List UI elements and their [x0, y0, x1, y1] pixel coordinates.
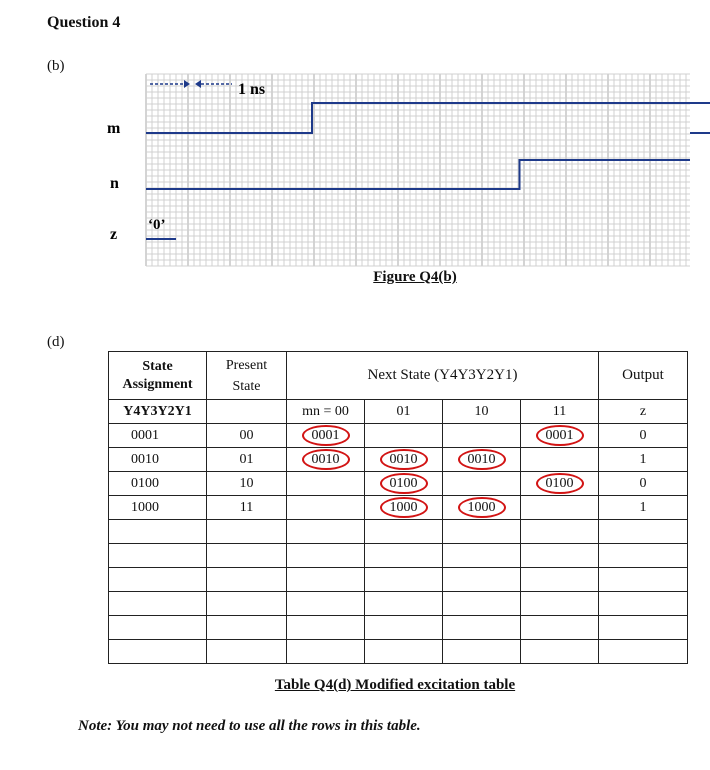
cell-present: 01 — [207, 448, 287, 472]
col-mn-00: mn = 00 — [287, 400, 365, 424]
table-row — [109, 472, 688, 496]
signal-label-m: m — [107, 120, 121, 137]
circled-entry: 0001 — [302, 425, 350, 446]
circled-entry: 0100 — [380, 473, 428, 494]
cell-assignment: 1000 — [109, 496, 207, 520]
empty-row — [109, 640, 688, 664]
signal-label-n: n — [110, 175, 119, 192]
table-note: Note: You may not need to use all the rows in this table. — [78, 718, 421, 734]
cell-output: 1 — [599, 496, 688, 520]
table-row — [109, 448, 688, 472]
cell-next-01 — [365, 424, 443, 448]
table-row — [109, 496, 688, 520]
cell-assignment: 0100 — [109, 472, 207, 496]
empty-row — [109, 544, 688, 568]
scale-arrowhead-right — [195, 80, 201, 88]
header-state-assignment: State Assignment — [109, 352, 207, 400]
circled-entry: 0010 — [380, 449, 428, 470]
cell-next-00 — [287, 448, 365, 472]
cell-next-01 — [365, 448, 443, 472]
circled-entry: 1000 — [380, 497, 428, 518]
cell-next-01 — [365, 472, 443, 496]
circled-entry: 0001 — [536, 425, 584, 446]
cell-present: 00 — [207, 424, 287, 448]
cell-output: 1 — [599, 448, 688, 472]
circled-entry: 0100 — [536, 473, 584, 494]
timing-diagram — [0, 0, 710, 300]
header-present-state: Present State — [207, 352, 287, 400]
cell-next-10 — [443, 472, 521, 496]
cell-next-11 — [521, 424, 599, 448]
empty-row — [109, 616, 688, 640]
question-title: Question 4 — [47, 14, 121, 31]
figure-caption: Figure Q4(b) — [373, 269, 457, 285]
cell-assignment: 0010 — [109, 448, 207, 472]
cell-next-00 — [287, 496, 365, 520]
col-mn-11: 11 — [521, 400, 599, 424]
excitation-table — [108, 351, 688, 664]
cell-next-11 — [521, 472, 599, 496]
z-value-label: ‘0’ — [148, 217, 166, 233]
cell-next-10 — [443, 448, 521, 472]
circled-entry: 1000 — [458, 497, 506, 518]
col-mn-01: 01 — [365, 400, 443, 424]
empty-row — [109, 520, 688, 544]
cell-next-00 — [287, 424, 365, 448]
col-mn-10: 10 — [443, 400, 521, 424]
scale-arrowhead-left — [184, 80, 190, 88]
empty-row — [109, 568, 688, 592]
circled-entry: 0010 — [302, 449, 350, 470]
cell-next-01 — [365, 496, 443, 520]
header-next-state: Next State (Y4Y3Y2Y1) — [287, 352, 599, 400]
cell-next-10 — [443, 496, 521, 520]
cell-output: 0 — [599, 424, 688, 448]
cell-output: 0 — [599, 472, 688, 496]
col-z: z — [599, 400, 688, 424]
cell-assignment: 0001 — [109, 424, 207, 448]
header-output: Output — [599, 352, 688, 400]
signal-label-z: z — [110, 226, 118, 243]
cell-present: 11 — [207, 496, 287, 520]
table-row — [109, 424, 688, 448]
scale-label: 1 ns — [238, 81, 266, 98]
table-caption: Table Q4(d) Modified excitation table — [274, 677, 516, 693]
circled-entry: 0010 — [458, 449, 506, 470]
cell-next-11 — [521, 496, 599, 520]
part-b-label: (b) — [47, 58, 65, 74]
cell-present: 10 — [207, 472, 287, 496]
cell-next-10 — [443, 424, 521, 448]
cell-next-11 — [521, 448, 599, 472]
cell-next-00 — [287, 472, 365, 496]
empty-row — [109, 592, 688, 616]
part-d-label: (d) — [47, 334, 65, 350]
header-state-vars: Y4Y3Y2Y1 — [109, 400, 207, 424]
